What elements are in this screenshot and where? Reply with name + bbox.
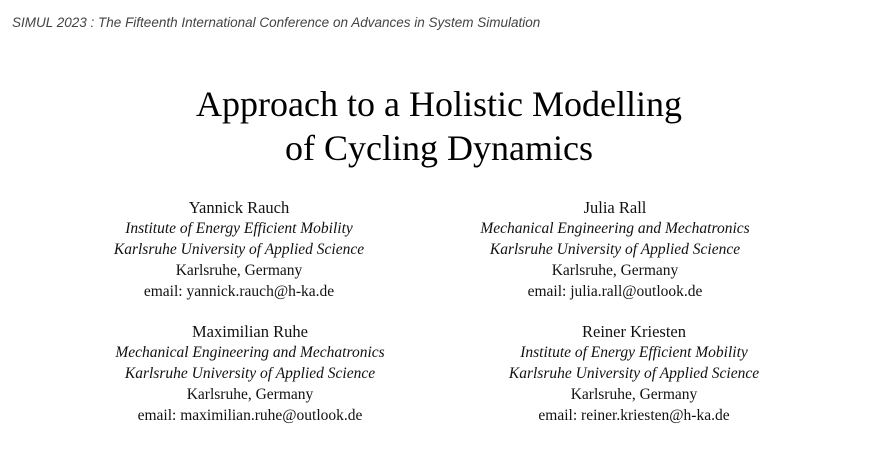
author-location: Karlsruhe, Germany	[186, 386, 314, 403]
author-department: Institute of Energy Efficient Mobility	[125, 220, 353, 237]
author-university: Karlsruhe University of Applied Science	[489, 241, 741, 258]
paper-title	[0, 82, 878, 170]
author-block-kriesten	[434, 321, 834, 426]
author-department: Mechanical Engineering and Mechatronics	[115, 344, 385, 361]
author-email[interactable]: email: maximilian.ruhe@outlook.de	[137, 407, 363, 424]
author-email[interactable]: email: julia.rall@outlook.de	[527, 283, 703, 300]
author-location: Karlsruhe, Germany	[175, 262, 303, 279]
author-name: Maximilian Ruhe	[192, 322, 308, 341]
author-name: Reiner Kriesten	[581, 322, 686, 341]
author-university: Karlsruhe University of Applied Science	[124, 365, 376, 382]
author-email[interactable]: email: yannick.rauch@h-ka.de	[143, 283, 335, 300]
author-block-ruhe	[50, 321, 450, 426]
author-university: Karlsruhe University of Applied Science	[508, 365, 760, 382]
author-location: Karlsruhe, Germany	[570, 386, 698, 403]
author-department: Mechanical Engineering and Mechatronics	[480, 220, 750, 237]
author-location: Karlsruhe, Germany	[551, 262, 679, 279]
running-head: SIMUL 2023 : The Fifteenth International Conference on Advances in System Simulation	[12, 15, 541, 30]
author-block-rall	[415, 197, 815, 302]
title-line-2: of Cycling Dynamics	[285, 128, 593, 168]
author-email[interactable]: email: reiner.kriesten@h-ka.de	[538, 407, 730, 424]
author-name: Yannick Rauch	[188, 198, 290, 217]
author-name: Julia Rall	[583, 198, 647, 217]
author-university: Karlsruhe University of Applied Science	[113, 241, 365, 258]
author-block-rauch	[39, 197, 439, 302]
author-department: Institute of Energy Efficient Mobility	[520, 344, 748, 361]
title-line-1: Approach to a Holistic Modelling	[196, 84, 682, 124]
